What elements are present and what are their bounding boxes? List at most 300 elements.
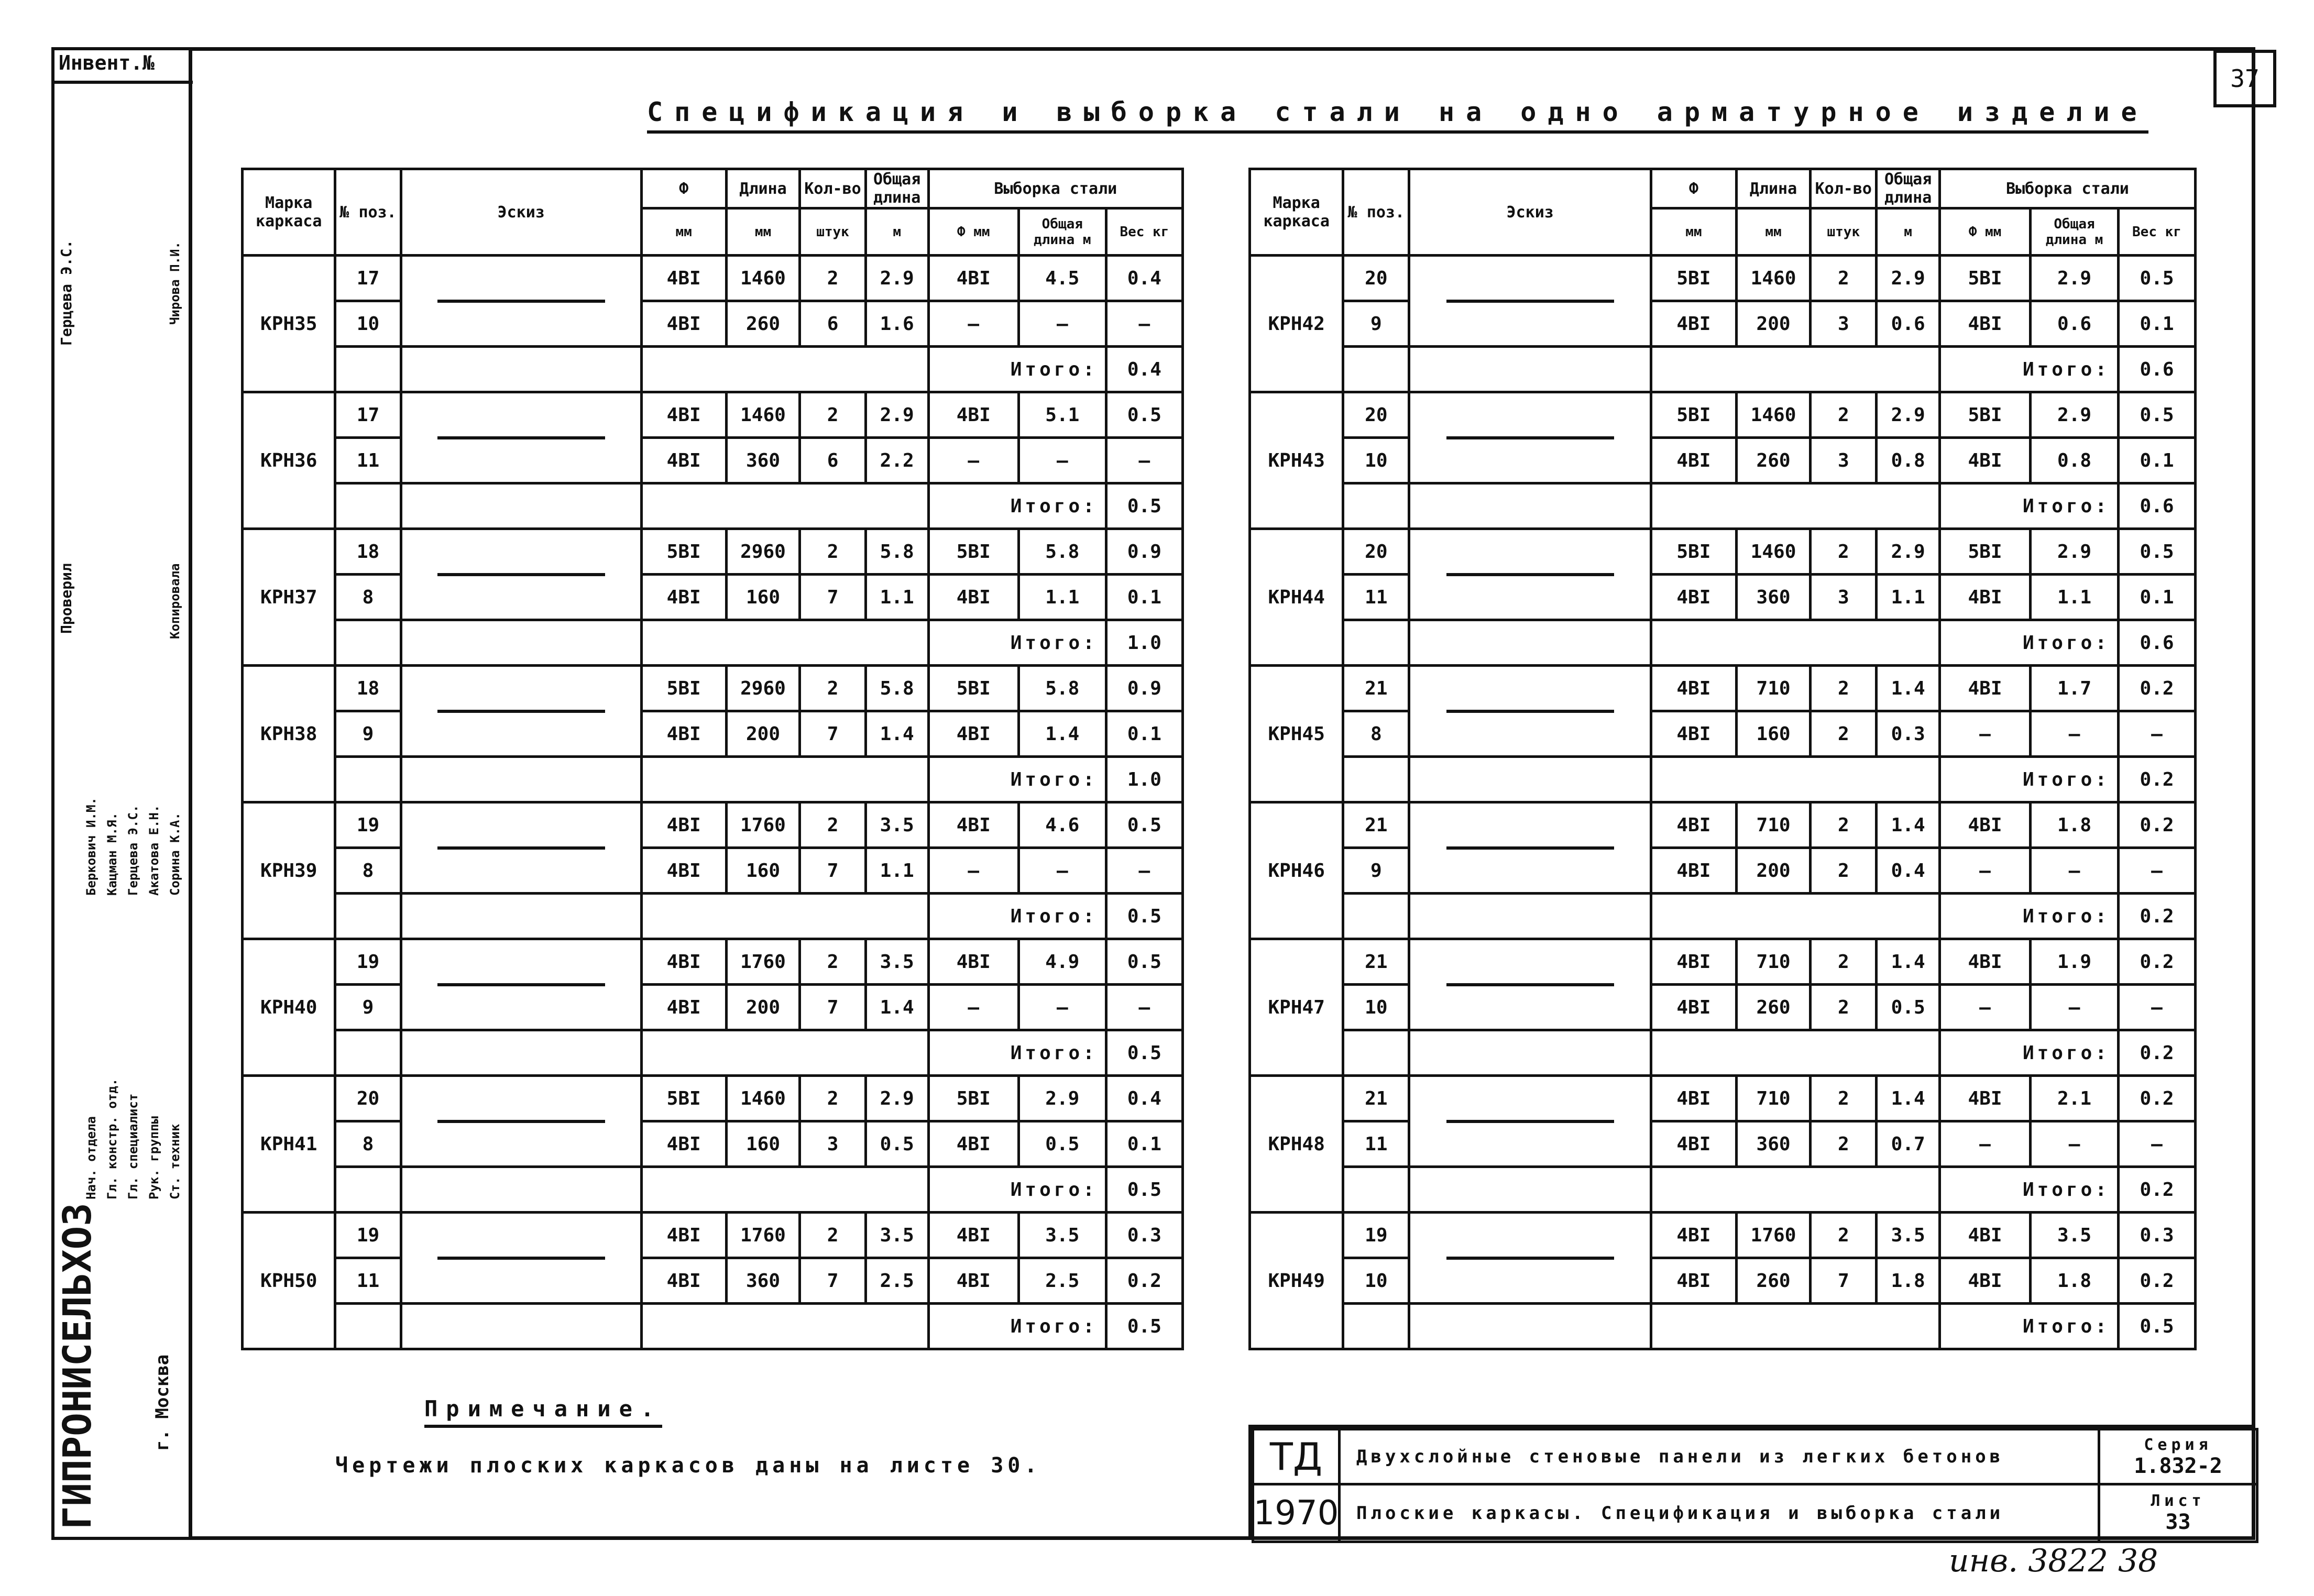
value-cell: 5ВI [928, 1076, 1018, 1121]
value-cell: 0.1 [1106, 711, 1182, 757]
total-value: 0.6 [2119, 347, 2196, 392]
total-value: 0.2 [2119, 757, 2196, 802]
value-cell: 6 [800, 301, 865, 347]
total-value: 0.2 [2119, 1167, 2196, 1213]
note-text: Чертежи плоских каркасов даны на листе 30. [335, 1454, 1041, 1478]
value-cell: 1.8 [1877, 1258, 1940, 1304]
value-cell: 4ВI [1651, 802, 1737, 848]
total-empty-sketch [1409, 757, 1651, 802]
value-cell: 4ВI [641, 1121, 726, 1167]
value-cell: 0.1 [2119, 575, 2196, 620]
value-cell: 1.4 [1018, 711, 1106, 757]
value-cell: 3.5 [865, 802, 928, 848]
total-label: Итого: [928, 1167, 1106, 1213]
total-value: 0.5 [1106, 1304, 1182, 1349]
value-cell: 1460 [1736, 392, 1811, 438]
col-length: Длина [1736, 169, 1811, 208]
tb-series [2098, 1428, 2258, 1485]
value-cell: 2.9 [2031, 392, 2119, 438]
value-cell: — [928, 985, 1018, 1030]
value-cell: 0.4 [1106, 1076, 1182, 1121]
total-value: 0.5 [1106, 483, 1182, 529]
value-cell: 0.5 [1106, 392, 1182, 438]
table-row [243, 666, 1183, 711]
stamp-role: Рук. группы [147, 1116, 161, 1199]
value-cell: 4ВI [641, 575, 726, 620]
table-row [1250, 848, 2196, 894]
value-cell: 4ВI [1651, 1258, 1737, 1304]
total-label: Итого: [1939, 1167, 2118, 1213]
selection-subheader: Ф мм [928, 208, 1018, 256]
value-cell: 4ВI [928, 939, 1018, 985]
total-empty-sketch [1409, 1304, 1651, 1349]
total-empty [1651, 894, 1940, 939]
total-label: Итого: [1939, 757, 2118, 802]
value-cell: 5ВI [1939, 529, 2030, 575]
unit-cell: мм [1736, 208, 1811, 256]
sketch-bar-line [1446, 710, 1614, 713]
value-cell: 260 [1736, 985, 1811, 1030]
value-cell: 0.3 [1106, 1213, 1182, 1258]
value-cell: 4ВI [1939, 438, 2030, 483]
total-empty-sketch [1409, 347, 1651, 392]
total-empty [641, 757, 928, 802]
total-row [1250, 347, 2196, 392]
value-cell: 5ВI [641, 666, 726, 711]
table-row [1250, 256, 2196, 301]
value-cell: 4ВI [1651, 985, 1737, 1030]
value-cell: 2.1 [2031, 1076, 2119, 1121]
value-cell: 7 [800, 1258, 865, 1304]
value-cell: 2.9 [1877, 256, 1940, 301]
copied-name: Чирова П.И. [168, 241, 182, 325]
value-cell: — [2031, 711, 2119, 757]
mark-cell: КРН37 [243, 529, 335, 666]
value-cell: 4ВI [928, 256, 1018, 301]
value-cell: 2.9 [2031, 256, 2119, 301]
mark-cell: КРН38 [243, 666, 335, 802]
value-cell: 160 [1736, 711, 1811, 757]
total-empty-sketch [1409, 1030, 1651, 1076]
value-cell: 0.8 [1877, 438, 1940, 483]
value-cell: 0.9 [1106, 666, 1182, 711]
value-cell: 5ВI [641, 529, 726, 575]
value-cell: 4ВI [1651, 1076, 1737, 1121]
value-cell: 7 [800, 711, 865, 757]
stamp-role: Гл. констр. отд. [105, 1078, 119, 1199]
value-cell: 0.5 [1018, 1121, 1106, 1167]
value-cell: 200 [1736, 301, 1811, 347]
sketch-cell [401, 1076, 641, 1167]
value-cell: 1.1 [2031, 575, 2119, 620]
total-empty-pos [335, 757, 401, 802]
value-cell: 0.5 [1106, 939, 1182, 985]
total-value: 0.6 [2119, 483, 2196, 529]
value-cell: 5.8 [1018, 666, 1106, 711]
value-cell: 2.5 [865, 1258, 928, 1304]
value-cell: 2 [800, 802, 865, 848]
table-row [243, 1258, 1183, 1304]
total-row [243, 347, 1183, 392]
sketch-bar-line [1446, 1120, 1614, 1123]
value-cell: 200 [726, 985, 800, 1030]
value-cell: 4ВI [1939, 666, 2030, 711]
total-row [1250, 620, 2196, 666]
value-cell: 0.7 [1877, 1121, 1940, 1167]
total-row [243, 894, 1183, 939]
value-cell: 160 [726, 1121, 800, 1167]
value-cell: 1760 [726, 802, 800, 848]
stamp-name: Беркович И.М. [84, 797, 98, 896]
mark-cell: КРН35 [243, 256, 335, 392]
total-empty-sketch [401, 1167, 641, 1213]
stamp-name: Сорина К.А. [168, 812, 182, 896]
value-cell: 260 [1736, 1258, 1811, 1304]
value-cell: 4.9 [1018, 939, 1106, 985]
value-cell: 2960 [726, 529, 800, 575]
total-value: 0.6 [2119, 620, 2196, 666]
value-cell: 2 [1811, 1121, 1877, 1167]
sketch-bar-line [1446, 846, 1614, 850]
total-empty-pos [1343, 347, 1409, 392]
value-cell: 4ВI [1939, 1213, 2030, 1258]
table-row [243, 438, 1183, 483]
sketch-cell [401, 802, 641, 894]
mark-cell: КРН43 [1250, 392, 1343, 529]
selection-subheader: Вес кг [2119, 208, 2196, 256]
value-cell: — [1106, 848, 1182, 894]
sketch-cell [401, 256, 641, 347]
table-row [1250, 529, 2196, 575]
value-cell: — [1939, 848, 2030, 894]
total-empty [641, 620, 928, 666]
total-row [243, 1167, 1183, 1213]
value-cell: 200 [726, 711, 800, 757]
pos-cell: 20 [1343, 256, 1409, 301]
value-cell: 1460 [1736, 256, 1811, 301]
value-cell: 2960 [726, 666, 800, 711]
table-row [1250, 1213, 2196, 1258]
sketch-cell [401, 1213, 641, 1304]
pos-cell: 10 [1343, 1258, 1409, 1304]
tb-line1: Двухслойные стеновые панели из легких бетонов [1338, 1428, 2100, 1485]
value-cell: 0.2 [2119, 1258, 2196, 1304]
spec-table-right [1248, 168, 2197, 1350]
pos-cell: 11 [335, 1258, 401, 1304]
pos-cell: 18 [335, 666, 401, 711]
pos-cell: 21 [1343, 666, 1409, 711]
pos-cell: 19 [335, 1213, 401, 1258]
inventory-label: Инвент.№ [51, 47, 193, 84]
value-cell: 0.5 [1877, 985, 1940, 1030]
pos-cell: 9 [1343, 301, 1409, 347]
value-cell: 4ВI [928, 1121, 1018, 1167]
stamp-role: Ст. техник [168, 1124, 182, 1199]
mark-cell: КРН42 [1250, 256, 1343, 392]
total-empty [641, 1030, 928, 1076]
table-row [1250, 301, 2196, 347]
checked-name: Герцева Э.С. [58, 239, 75, 346]
total-label: Итого: [1939, 483, 2118, 529]
value-cell: 0.1 [1106, 575, 1182, 620]
total-empty-pos [335, 1304, 401, 1349]
title-block [1248, 1425, 2255, 1540]
value-cell: 5ВI [1651, 256, 1737, 301]
table-row [1250, 1076, 2196, 1121]
value-cell: 3 [1811, 301, 1877, 347]
sketch-cell [1409, 256, 1651, 347]
value-cell: 2.9 [865, 392, 928, 438]
table-row [243, 301, 1183, 347]
sketch-cell [1409, 392, 1651, 483]
value-cell: 4ВI [1651, 939, 1737, 985]
value-cell: 4ВI [1651, 438, 1737, 483]
sketch-cell [401, 392, 641, 483]
value-cell: 4ВI [1651, 575, 1737, 620]
tb-line2: Плоские каркасы. Спецификация и выборка стали [1338, 1483, 2100, 1543]
spec-table-left [241, 168, 1184, 1350]
value-cell: 0.8 [2031, 438, 2119, 483]
table-row [243, 939, 1183, 985]
value-cell: 3.5 [1877, 1213, 1940, 1258]
table-row [1250, 575, 2196, 620]
note-title: Примечание. [424, 1396, 662, 1428]
table-row [243, 1121, 1183, 1167]
sketch-cell [1409, 529, 1651, 620]
total-empty-sketch [401, 483, 641, 529]
table-row [243, 1213, 1183, 1258]
value-cell: — [1018, 848, 1106, 894]
value-cell: 5ВI [928, 529, 1018, 575]
col-mark: Марка каркаса [243, 169, 335, 256]
sketch-bar-line [437, 846, 605, 850]
value-cell: 0.3 [2119, 1213, 2196, 1258]
unit-cell: штук [1811, 208, 1877, 256]
value-cell: 2 [800, 1213, 865, 1258]
total-empty-sketch [1409, 483, 1651, 529]
col-total-length: Общая длина [1877, 169, 1940, 208]
value-cell: 5.8 [1018, 529, 1106, 575]
value-cell: 710 [1736, 666, 1811, 711]
value-cell: 0.2 [2119, 939, 2196, 985]
stamp-role: Нач. отдела [84, 1116, 98, 1199]
mark-cell: КРН45 [1250, 666, 1343, 802]
value-cell: 4ВI [641, 985, 726, 1030]
col-pos: № поз. [1343, 169, 1409, 256]
pos-cell: 9 [335, 985, 401, 1030]
value-cell: 2 [1811, 256, 1877, 301]
total-value: 0.4 [1106, 347, 1182, 392]
value-cell: 0.5 [1106, 802, 1182, 848]
total-value: 1.0 [1106, 620, 1182, 666]
pos-cell: 8 [1343, 711, 1409, 757]
table-row [243, 256, 1183, 301]
selection-subheader: Общая длина м [2031, 208, 2119, 256]
value-cell: 4ВI [641, 301, 726, 347]
value-cell: — [1106, 438, 1182, 483]
total-value: 0.2 [2119, 894, 2196, 939]
table-row [1250, 1258, 2196, 1304]
value-cell: 1.8 [2031, 1258, 2119, 1304]
total-empty-sketch [401, 1030, 641, 1076]
value-cell: — [1018, 985, 1106, 1030]
pos-cell: 17 [335, 392, 401, 438]
unit-cell: м [1877, 208, 1940, 256]
table-row [1250, 802, 2196, 848]
total-empty-pos [335, 1167, 401, 1213]
value-cell: 1760 [726, 1213, 800, 1258]
unit-cell: мм [1651, 208, 1737, 256]
value-cell: — [928, 301, 1018, 347]
value-cell: — [2119, 985, 2196, 1030]
sketch-bar-line [437, 436, 605, 439]
total-label: Итого: [928, 620, 1106, 666]
total-row [243, 1030, 1183, 1076]
pos-cell: 8 [335, 848, 401, 894]
total-label: Итого: [1939, 1304, 2118, 1349]
copied-label: Копировала [168, 563, 182, 639]
pos-cell: 20 [1343, 529, 1409, 575]
sketch-cell [1409, 1213, 1651, 1304]
total-empty [641, 1167, 928, 1213]
pos-cell: 8 [335, 1121, 401, 1167]
value-cell: 1.6 [865, 301, 928, 347]
unit-cell: м [865, 208, 928, 256]
value-cell: 1.4 [865, 711, 928, 757]
value-cell: 1.4 [865, 985, 928, 1030]
sketch-bar-line [437, 1120, 605, 1123]
value-cell: 4ВI [1939, 1076, 2030, 1121]
value-cell: 2.9 [865, 1076, 928, 1121]
pos-cell: 10 [335, 301, 401, 347]
total-value: 0.5 [1106, 1167, 1182, 1213]
total-empty-sketch [401, 620, 641, 666]
value-cell: 0.2 [1106, 1258, 1182, 1304]
table-row [243, 392, 1183, 438]
value-cell: 4ВI [928, 575, 1018, 620]
pos-cell: 9 [1343, 848, 1409, 894]
value-cell: — [2031, 848, 2119, 894]
value-cell: 4ВI [641, 392, 726, 438]
pos-cell: 17 [335, 256, 401, 301]
value-cell: — [1939, 985, 2030, 1030]
value-cell: 5.8 [865, 529, 928, 575]
value-cell: 7 [800, 848, 865, 894]
value-cell: 1.4 [1877, 802, 1940, 848]
value-cell: 4ВI [1651, 1213, 1737, 1258]
sketch-cell [1409, 939, 1651, 1030]
pos-cell: 10 [1343, 438, 1409, 483]
total-row [1250, 483, 2196, 529]
total-row [1250, 1304, 2196, 1349]
sketch-cell [401, 529, 641, 620]
value-cell: 0.2 [2119, 666, 2196, 711]
total-empty-pos [1343, 1167, 1409, 1213]
value-cell: 360 [726, 1258, 800, 1304]
selection-subheader: Общая длина м [1018, 208, 1106, 256]
tb-td: ТД [1252, 1428, 1341, 1485]
value-cell: 4ВI [641, 711, 726, 757]
value-cell: 5.1 [1018, 392, 1106, 438]
total-label: Итого: [1939, 1030, 2118, 1076]
table-row [1250, 438, 2196, 483]
value-cell: 2 [1811, 711, 1877, 757]
tb-series-value: 1.832-2 [2134, 1454, 2222, 1478]
table-row [243, 848, 1183, 894]
pos-cell: 8 [335, 575, 401, 620]
value-cell: 4ВI [928, 392, 1018, 438]
total-value: 0.5 [2119, 1304, 2196, 1349]
table-row [243, 529, 1183, 575]
sketch-bar-line [1446, 573, 1614, 576]
total-empty [1651, 1030, 1940, 1076]
total-empty-sketch [1409, 620, 1651, 666]
header-row [1250, 169, 2196, 208]
pos-cell: 20 [335, 1076, 401, 1121]
value-cell: 4ВI [1939, 939, 2030, 985]
table-row [243, 575, 1183, 620]
header-row [243, 169, 1183, 208]
total-empty [1651, 483, 1940, 529]
value-cell: 1.9 [2031, 939, 2119, 985]
value-cell: 1.4 [1877, 666, 1940, 711]
total-empty-pos [1343, 894, 1409, 939]
table-row [1250, 939, 2196, 985]
total-empty-pos [1343, 1304, 1409, 1349]
value-cell: 1.4 [1877, 939, 1940, 985]
total-label: Итого: [928, 1030, 1106, 1076]
total-empty-sketch [1409, 894, 1651, 939]
value-cell: 0.6 [2031, 301, 2119, 347]
value-cell: 2 [800, 939, 865, 985]
value-cell: 260 [726, 301, 800, 347]
total-row [243, 1304, 1183, 1349]
pos-cell: 18 [335, 529, 401, 575]
sheet-number: 37 [2213, 50, 2276, 107]
value-cell: — [928, 438, 1018, 483]
sketch-bar-line [437, 983, 605, 986]
total-label: Итого: [928, 894, 1106, 939]
value-cell: 4ВI [928, 1213, 1018, 1258]
value-cell: — [1106, 301, 1182, 347]
col-phi: Ф [1651, 169, 1737, 208]
value-cell: 5ВI [1939, 256, 2030, 301]
table-row [1250, 666, 2196, 711]
sketch-cell [1409, 802, 1651, 894]
value-cell: 4ВI [1651, 711, 1737, 757]
unit-cell: мм [641, 208, 726, 256]
value-cell: 4ВI [641, 1258, 726, 1304]
total-label: Итого: [928, 757, 1106, 802]
total-row [243, 483, 1183, 529]
pos-cell: 19 [335, 802, 401, 848]
value-cell: 1.1 [865, 575, 928, 620]
value-cell: 4ВI [641, 256, 726, 301]
value-cell: 260 [1736, 438, 1811, 483]
value-cell: 1760 [1736, 1213, 1811, 1258]
value-cell: 2.9 [1877, 392, 1940, 438]
sketch-cell [1409, 1076, 1651, 1167]
pos-cell: 11 [335, 438, 401, 483]
value-cell: 2 [800, 256, 865, 301]
tb-year: 1970 [1252, 1483, 1341, 1543]
value-cell: 0.4 [1106, 256, 1182, 301]
value-cell: 0.6 [1877, 301, 1940, 347]
unit-cell: штук [800, 208, 865, 256]
mark-cell: КРН50 [243, 1213, 335, 1349]
value-cell: 2.9 [1018, 1076, 1106, 1121]
sketch-cell [1409, 666, 1651, 757]
